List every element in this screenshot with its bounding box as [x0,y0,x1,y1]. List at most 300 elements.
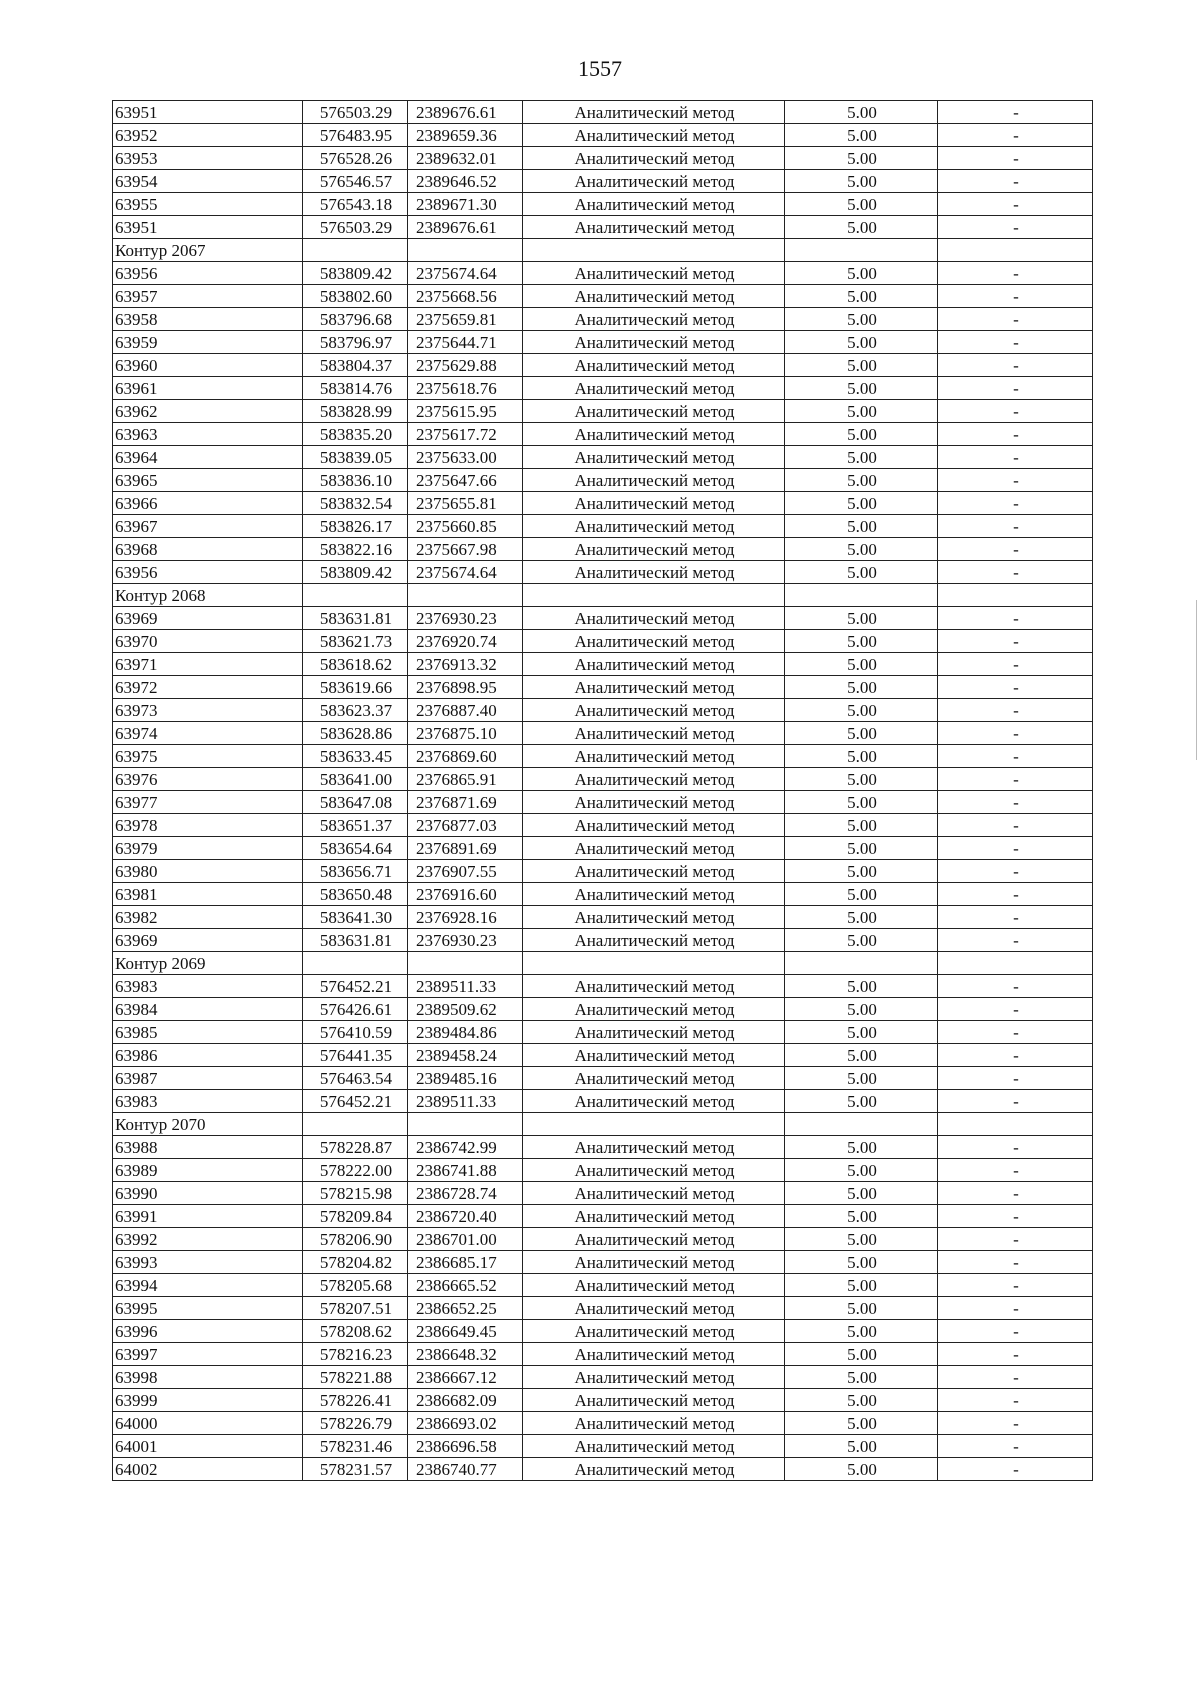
table-row [113,1044,1093,1067]
point-number-cell: 63985 [113,1021,303,1044]
error-cell: 5.00 [785,331,938,354]
description-cell: - [938,101,1093,124]
table-row [113,1274,1093,1297]
method-cell: Аналитический метод [523,1274,785,1297]
empty-cell [303,584,408,607]
empty-cell [785,1113,938,1136]
table-row [113,1320,1093,1343]
point-number-cell: 63974 [113,722,303,745]
error-cell: 5.00 [785,1343,938,1366]
x-coordinate-cell: 578206.90 [303,1228,408,1251]
description-cell: - [938,1136,1093,1159]
y-coordinate-cell: 2375668.56 [408,285,523,308]
page-number: 1557 [578,56,622,81]
empty-cell [408,584,523,607]
y-coordinate-cell: 2386685.17 [408,1251,523,1274]
description-cell: - [938,1274,1093,1297]
contour-header-row [113,952,1093,975]
point-number-cell: 63951 [113,216,303,239]
y-coordinate-cell: 2386652.25 [408,1297,523,1320]
description-cell: - [938,492,1093,515]
point-number-cell: 63956 [113,262,303,285]
y-coordinate-cell: 2386648.32 [408,1343,523,1366]
point-number-cell: 63956 [113,561,303,584]
method-cell: Аналитический метод [523,860,785,883]
x-coordinate-cell: 576463.54 [303,1067,408,1090]
table-row [113,998,1093,1021]
point-number-cell: 63975 [113,745,303,768]
point-number-cell: 63994 [113,1274,303,1297]
method-cell: Аналитический метод [523,124,785,147]
method-cell: Аналитический метод [523,423,785,446]
x-coordinate-cell: 583839.05 [303,446,408,469]
error-cell: 5.00 [785,929,938,952]
point-number-cell: 63984 [113,998,303,1021]
point-number-cell: 63971 [113,653,303,676]
x-coordinate-cell: 583796.68 [303,308,408,331]
empty-cell [303,952,408,975]
y-coordinate-cell: 2376928.16 [408,906,523,929]
method-cell: Аналитический метод [523,699,785,722]
table-row [113,791,1093,814]
point-number-cell: 63998 [113,1366,303,1389]
table-row [113,1136,1093,1159]
error-cell: 5.00 [785,538,938,561]
empty-cell [523,584,785,607]
description-cell: - [938,400,1093,423]
contour-label: Контур 2067 [113,239,303,262]
empty-cell [785,952,938,975]
description-cell: - [938,975,1093,998]
table-row [113,400,1093,423]
table-row [113,1343,1093,1366]
description-cell: - [938,998,1093,1021]
error-cell: 5.00 [785,653,938,676]
y-coordinate-cell: 2376920.74 [408,630,523,653]
description-cell: - [938,1320,1093,1343]
x-coordinate-cell: 583631.81 [303,607,408,630]
description-cell: - [938,791,1093,814]
error-cell: 5.00 [785,101,938,124]
table-row [113,1389,1093,1412]
error-cell: 5.00 [785,1389,938,1412]
method-cell: Аналитический метод [523,906,785,929]
contour-header-row [113,1113,1093,1136]
y-coordinate-cell: 2376871.69 [408,791,523,814]
x-coordinate-cell: 583828.99 [303,400,408,423]
point-number-cell: 63958 [113,308,303,331]
table-row [113,262,1093,285]
y-coordinate-cell: 2376913.32 [408,653,523,676]
table-row [113,1297,1093,1320]
y-coordinate-cell: 2376916.60 [408,883,523,906]
y-coordinate-cell: 2376865.91 [408,768,523,791]
method-cell: Аналитический метод [523,377,785,400]
x-coordinate-cell: 583619.66 [303,676,408,699]
y-coordinate-cell: 2376898.95 [408,676,523,699]
method-cell: Аналитический метод [523,1435,785,1458]
x-coordinate-cell: 576426.61 [303,998,408,1021]
x-coordinate-cell: 576503.29 [303,101,408,124]
empty-cell [523,239,785,262]
x-coordinate-cell: 583618.62 [303,653,408,676]
table-row [113,1205,1093,1228]
empty-cell [938,239,1093,262]
table-row [113,308,1093,331]
table-row [113,860,1093,883]
error-cell: 5.00 [785,676,938,699]
method-cell: Аналитический метод [523,1044,785,1067]
point-number-cell: 64001 [113,1435,303,1458]
point-number-cell: 63969 [113,607,303,630]
x-coordinate-cell: 583628.86 [303,722,408,745]
x-coordinate-cell: 578231.57 [303,1458,408,1481]
table-row [113,906,1093,929]
description-cell: - [938,262,1093,285]
table-row [113,1159,1093,1182]
error-cell: 5.00 [785,814,938,837]
table-row [113,1458,1093,1481]
point-number-cell: 63957 [113,285,303,308]
method-cell: Аналитический метод [523,1366,785,1389]
table-row [113,285,1093,308]
method-cell: Аналитический метод [523,791,785,814]
table-row [113,101,1093,124]
y-coordinate-cell: 2386741.88 [408,1159,523,1182]
point-number-cell: 63977 [113,791,303,814]
method-cell: Аналитический метод [523,170,785,193]
table-row [113,1435,1093,1458]
table-row [113,607,1093,630]
table-row [113,745,1093,768]
error-cell: 5.00 [785,1021,938,1044]
empty-cell [785,239,938,262]
error-cell: 5.00 [785,561,938,584]
error-cell: 5.00 [785,1136,938,1159]
description-cell: - [938,538,1093,561]
error-cell: 5.00 [785,975,938,998]
point-number-cell: 63999 [113,1389,303,1412]
empty-cell [303,239,408,262]
method-cell: Аналитический метод [523,1136,785,1159]
error-cell: 5.00 [785,1067,938,1090]
point-number-cell: 63976 [113,768,303,791]
description-cell: - [938,423,1093,446]
description-cell: - [938,469,1093,492]
contour-label: Контур 2070 [113,1113,303,1136]
description-cell: - [938,1021,1093,1044]
empty-cell [303,1113,408,1136]
error-cell: 5.00 [785,492,938,515]
point-number-cell: 63952 [113,124,303,147]
point-number-cell: 63965 [113,469,303,492]
error-cell: 5.00 [785,1251,938,1274]
x-coordinate-cell: 576410.59 [303,1021,408,1044]
y-coordinate-cell: 2386649.45 [408,1320,523,1343]
method-cell: Аналитический метод [523,1159,785,1182]
point-number-cell: 63960 [113,354,303,377]
table-row [113,1366,1093,1389]
empty-cell [408,952,523,975]
y-coordinate-cell: 2386740.77 [408,1458,523,1481]
table-row [113,653,1093,676]
x-coordinate-cell: 578208.62 [303,1320,408,1343]
error-cell: 5.00 [785,1412,938,1435]
empty-cell [523,952,785,975]
error-cell: 5.00 [785,998,938,1021]
point-number-cell: 63986 [113,1044,303,1067]
description-cell: - [938,906,1093,929]
y-coordinate-cell: 2375644.71 [408,331,523,354]
point-number-cell: 63954 [113,170,303,193]
description-cell: - [938,124,1093,147]
description-cell: - [938,929,1093,952]
empty-cell [938,584,1093,607]
empty-cell [408,1113,523,1136]
description-cell: - [938,1366,1093,1389]
y-coordinate-cell: 2389676.61 [408,101,523,124]
y-coordinate-cell: 2375659.81 [408,308,523,331]
description-cell: - [938,653,1093,676]
x-coordinate-cell: 576483.95 [303,124,408,147]
x-coordinate-cell: 583809.42 [303,561,408,584]
method-cell: Аналитический метод [523,814,785,837]
contour-label: Контур 2069 [113,952,303,975]
y-coordinate-cell: 2389676.61 [408,216,523,239]
point-number-cell: 63963 [113,423,303,446]
description-cell: - [938,515,1093,538]
error-cell: 5.00 [785,354,938,377]
description-cell: - [938,768,1093,791]
method-cell: Аналитический метод [523,308,785,331]
method-cell: Аналитический метод [523,469,785,492]
method-cell: Аналитический метод [523,1205,785,1228]
y-coordinate-cell: 2389671.30 [408,193,523,216]
x-coordinate-cell: 576441.35 [303,1044,408,1067]
x-coordinate-cell: 576452.21 [303,1090,408,1113]
y-coordinate-cell: 2375629.88 [408,354,523,377]
method-cell: Аналитический метод [523,998,785,1021]
point-number-cell: 64002 [113,1458,303,1481]
error-cell: 5.00 [785,768,938,791]
description-cell: - [938,607,1093,630]
point-number-cell: 63972 [113,676,303,699]
description-cell: - [938,1343,1093,1366]
error-cell: 5.00 [785,745,938,768]
table-row [113,1090,1093,1113]
description-cell: - [938,170,1093,193]
x-coordinate-cell: 583836.10 [303,469,408,492]
error-cell: 5.00 [785,630,938,653]
point-number-cell: 64000 [113,1412,303,1435]
x-coordinate-cell: 583641.00 [303,768,408,791]
table-row [113,446,1093,469]
description-cell: - [938,331,1093,354]
description-cell: - [938,446,1093,469]
error-cell: 5.00 [785,1182,938,1205]
error-cell: 5.00 [785,124,938,147]
method-cell: Аналитический метод [523,975,785,998]
x-coordinate-cell: 583832.54 [303,492,408,515]
x-coordinate-cell: 583651.37 [303,814,408,837]
description-cell: - [938,1297,1093,1320]
x-coordinate-cell: 578221.88 [303,1366,408,1389]
error-cell: 5.00 [785,1205,938,1228]
x-coordinate-cell: 583654.64 [303,837,408,860]
error-cell: 5.00 [785,607,938,630]
table-row [113,837,1093,860]
y-coordinate-cell: 2376875.10 [408,722,523,745]
y-coordinate-cell: 2389659.36 [408,124,523,147]
method-cell: Аналитический метод [523,837,785,860]
x-coordinate-cell: 578205.68 [303,1274,408,1297]
point-number-cell: 63973 [113,699,303,722]
method-cell: Аналитический метод [523,1182,785,1205]
table-row [113,929,1093,952]
point-number-cell: 63996 [113,1320,303,1343]
error-cell: 5.00 [785,515,938,538]
y-coordinate-cell: 2375615.95 [408,400,523,423]
point-number-cell: 63997 [113,1343,303,1366]
method-cell: Аналитический метод [523,745,785,768]
description-cell: - [938,1228,1093,1251]
method-cell: Аналитический метод [523,883,785,906]
method-cell: Аналитический метод [523,929,785,952]
table-row [113,768,1093,791]
method-cell: Аналитический метод [523,1320,785,1343]
x-coordinate-cell: 583641.30 [303,906,408,929]
error-cell: 5.00 [785,147,938,170]
description-cell: - [938,860,1093,883]
table-row [113,1067,1093,1090]
x-coordinate-cell: 583621.73 [303,630,408,653]
y-coordinate-cell: 2375674.64 [408,561,523,584]
y-coordinate-cell: 2375617.72 [408,423,523,446]
method-cell: Аналитический метод [523,1021,785,1044]
error-cell: 5.00 [785,1458,938,1481]
error-cell: 5.00 [785,1320,938,1343]
error-cell: 5.00 [785,216,938,239]
point-number-cell: 63966 [113,492,303,515]
x-coordinate-cell: 578222.00 [303,1159,408,1182]
error-cell: 5.00 [785,400,938,423]
y-coordinate-cell: 2386720.40 [408,1205,523,1228]
error-cell: 5.00 [785,722,938,745]
x-coordinate-cell: 576543.18 [303,193,408,216]
y-coordinate-cell: 2389485.16 [408,1067,523,1090]
description-cell: - [938,699,1093,722]
y-coordinate-cell: 2375667.98 [408,538,523,561]
error-cell: 5.00 [785,469,938,492]
x-coordinate-cell: 583633.45 [303,745,408,768]
method-cell: Аналитический метод [523,492,785,515]
y-coordinate-cell: 2386667.12 [408,1366,523,1389]
table-row [113,124,1093,147]
point-number-cell: 63951 [113,101,303,124]
description-cell: - [938,216,1093,239]
point-number-cell: 63967 [113,515,303,538]
error-cell: 5.00 [785,308,938,331]
description-cell: - [938,676,1093,699]
error-cell: 5.00 [785,699,938,722]
y-coordinate-cell: 2375633.00 [408,446,523,469]
table-row [113,1251,1093,1274]
description-cell: - [938,1205,1093,1228]
x-coordinate-cell: 578226.41 [303,1389,408,1412]
point-number-cell: 63959 [113,331,303,354]
error-cell: 5.00 [785,262,938,285]
method-cell: Аналитический метод [523,400,785,423]
y-coordinate-cell: 2389646.52 [408,170,523,193]
y-coordinate-cell: 2375647.66 [408,469,523,492]
x-coordinate-cell: 578204.82 [303,1251,408,1274]
description-cell: - [938,1412,1093,1435]
table-row [113,193,1093,216]
x-coordinate-cell: 583822.16 [303,538,408,561]
x-coordinate-cell: 583631.81 [303,929,408,952]
method-cell: Аналитический метод [523,561,785,584]
description-cell: - [938,354,1093,377]
x-coordinate-cell: 578226.79 [303,1412,408,1435]
description-cell: - [938,147,1093,170]
y-coordinate-cell: 2386693.02 [408,1412,523,1435]
coordinates-table [112,100,1093,1481]
error-cell: 5.00 [785,170,938,193]
x-coordinate-cell: 583802.60 [303,285,408,308]
y-coordinate-cell: 2386682.09 [408,1389,523,1412]
point-number-cell: 63983 [113,1090,303,1113]
table-row [113,1182,1093,1205]
point-number-cell: 63981 [113,883,303,906]
point-number-cell: 63968 [113,538,303,561]
table-row [113,1021,1093,1044]
x-coordinate-cell: 583826.17 [303,515,408,538]
description-cell: - [938,814,1093,837]
method-cell: Аналитический метод [523,216,785,239]
table-row [113,354,1093,377]
y-coordinate-cell: 2386728.74 [408,1182,523,1205]
description-cell: - [938,308,1093,331]
table-row [113,975,1093,998]
x-coordinate-cell: 583647.08 [303,791,408,814]
point-number-cell: 63978 [113,814,303,837]
error-cell: 5.00 [785,1090,938,1113]
y-coordinate-cell: 2376930.23 [408,607,523,630]
error-cell: 5.00 [785,1044,938,1067]
table-row [113,331,1093,354]
y-coordinate-cell: 2375660.85 [408,515,523,538]
description-cell: - [938,630,1093,653]
y-coordinate-cell: 2375618.76 [408,377,523,400]
x-coordinate-cell: 576528.26 [303,147,408,170]
error-cell: 5.00 [785,906,938,929]
description-cell: - [938,1044,1093,1067]
coordinates-table-body [113,101,1093,1481]
x-coordinate-cell: 583623.37 [303,699,408,722]
point-number-cell: 63990 [113,1182,303,1205]
description-cell: - [938,1389,1093,1412]
contour-header-row [113,584,1093,607]
y-coordinate-cell: 2375655.81 [408,492,523,515]
method-cell: Аналитический метод [523,1412,785,1435]
y-coordinate-cell: 2376907.55 [408,860,523,883]
empty-cell [785,584,938,607]
point-number-cell: 63969 [113,929,303,952]
error-cell: 5.00 [785,1159,938,1182]
method-cell: Аналитический метод [523,331,785,354]
description-cell: - [938,1251,1093,1274]
y-coordinate-cell: 2376891.69 [408,837,523,860]
